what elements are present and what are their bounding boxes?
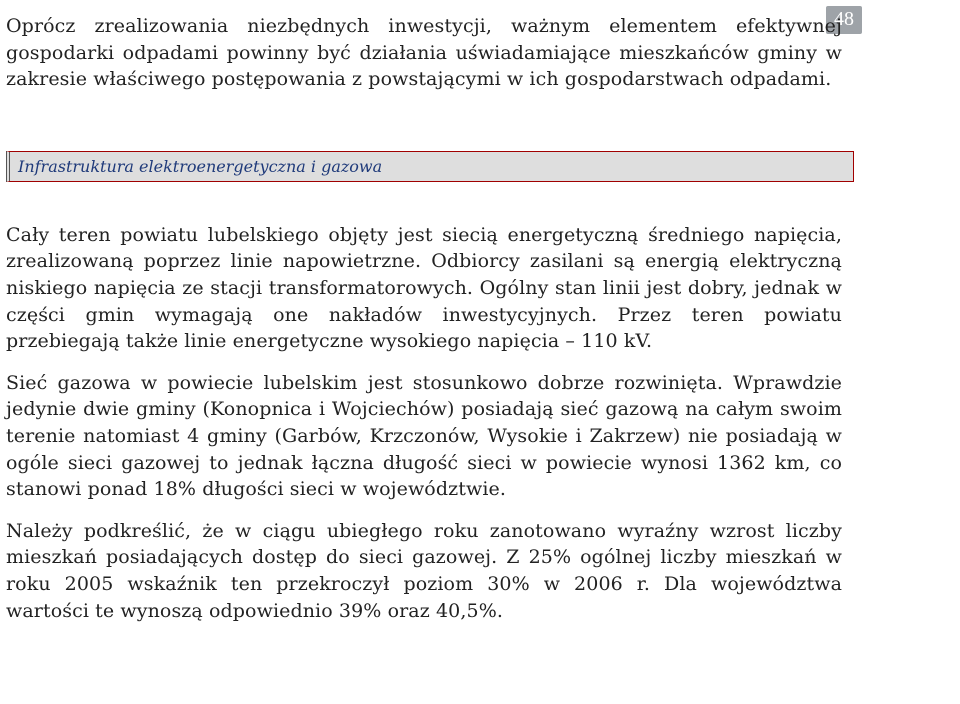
paragraph-intro: Oprócz zrealizowania niezbędnych inwestycji, ważnym elementem efektywnej gospodarki odpadami powinny być działania uświadamiające mieszkańców gminy w zakresie właściwego postępowania z powstającymi w ich gospodarstwach odpadami. xyxy=(6,15,842,91)
paragraph-gas: Sieć gazowa w powiecie lubelskim jest stosunkowo dobrze rozwinięta. Wprawdzie jedynie dwie gminy (Konopnica i Wojciechów) posiadają sieć gazową na całym swoim terenie natomiast 4 gminy (Garbów, Krzczonów, Wysokie i Zakrzew) nie posiadają w ogóle sieci gazowej to jednak łączna długość sieci w powiecie wynosi 1362 km, co stanowi ponad 18% długości sieci w województwie. xyxy=(6,371,842,501)
section-title: Infrastruktura elektroenergetyczna i gazowa xyxy=(18,156,383,176)
section-header xyxy=(6,151,854,182)
paragraph-growth: Należy podkreślić, że w ciągu ubiegłego roku zanotowano wyraźny wzrost liczby mieszkań posiadających dostęp do sieci gazowej. Z 25% ogólnej liczby mieszkań w roku 2005 wskaźnik ten przekroczył poziom 30% w 2006 r. Dla województwa wartości te wynoszą odpowiednio 39% oraz 40,5%. xyxy=(6,519,842,622)
document-body xyxy=(6,13,842,624)
page-number: 48 xyxy=(826,6,862,34)
paragraph-energy: Cały teren powiatu lubelskiego objęty jest siecią energetyczną średniego napięcia, zrealizowaną poprzez linie napowietrzne. Odbiorcy zasilani są energią elektryczną niskiego napięcia ze stacji transformatorowych. Ogólny stan linii jest dobry, jednak w części gmin wymagają one nakładów inwestycyjnych. Przez teren powiatu przebiegają także linie energetyczne wysokiego napięcia – 110 kV. xyxy=(6,223,842,353)
